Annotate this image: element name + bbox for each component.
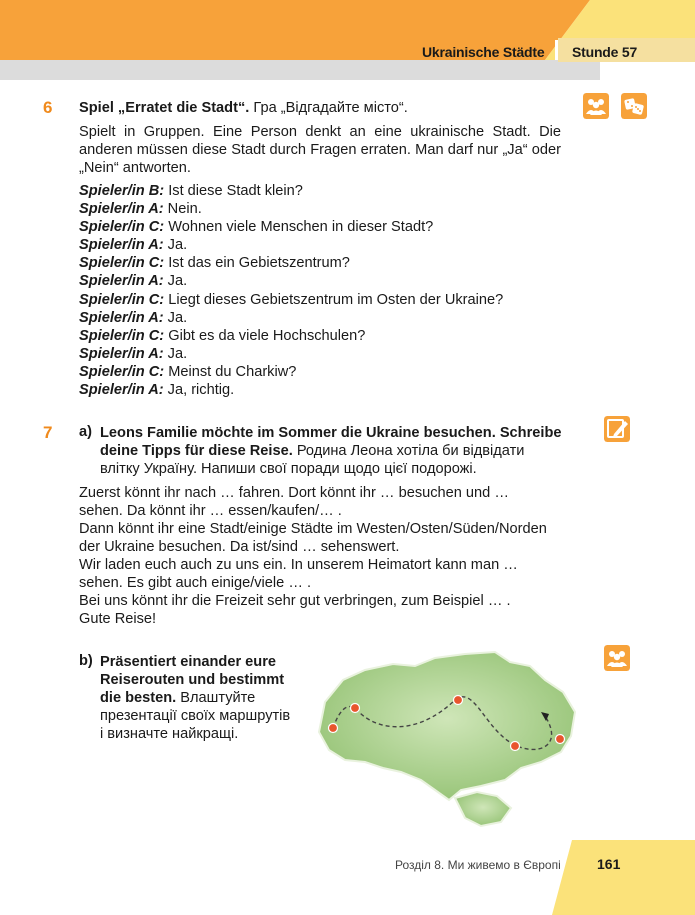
group-icon [604,645,630,671]
dialogue-line: Spieler/in A: Nein. [79,201,202,218]
dialogue-line: Spieler/in B: Ist diese Stadt klein? [79,183,303,199]
task-7b-line: die besten. Влаштуйте [100,690,256,706]
dialogue-line: Spieler/in A: Ja. [79,237,188,254]
lesson-badge [558,38,695,62]
page-number: 161 [597,856,621,872]
task-7a-template [79,484,561,628]
task-6-number: 6 [43,98,53,117]
dialogue-line: Spieler/in C: Wohnen viele Menschen in dieser Stadt? [79,219,434,236]
dialogue-line: Spieler/in A: Ja. [79,345,188,362]
route-stop [556,735,565,744]
template-line: Zuerst könnt ihr nach … fahren. Dort könnt ihr … besuchen und … [79,485,509,501]
route-stop [454,696,463,705]
dialogue-line: Spieler/in A: Ja, richtig. [79,382,235,399]
task-6-instructions: Spielt in Gruppen. Eine Person denkt an eine ukrainische Stadt. Die anderen müssen diese Stadt durch Fragen erraten. Man darf nur „Ja“ oder „Nein“ antworten. [79,124,561,176]
crimea-outline [455,792,511,826]
template-line: Dann könnt ihr eine Stadt/einige Städte im Westen/Osten/Süden/Norden [79,521,547,537]
task-7a-line-2: deine Tipps für diese Reise. Родина Леона хотіла би відвідати [100,443,525,459]
header-divider [555,40,558,60]
template-line: sehen. Es gibt auch einige/viele … . [79,575,312,591]
task-7b-line: Reiserouten und bestimmt [100,672,285,688]
task-7b-line: і визначте найкращі. [100,726,239,742]
dialogue-line: Spieler/in C: Meinst du Charkiw? [79,363,297,380]
dialogue-line: Spieler/in C: Liegt dieses Gebietszentrum im Osten der Ukraine? [79,291,504,308]
section-title: Ukrainische Städte [422,44,545,60]
task-7a-label: a) [79,424,92,440]
route-stop [511,742,520,751]
dialogue-line: Spieler/in C: Ist das ein Gebietszentrum? [79,255,350,272]
dialogue-line: Spieler/in A: Ja. [79,309,188,326]
task-7b-label: b) [79,653,93,669]
template-line: der Ukraine besuchen. Da ist/sind … sehenswert. [79,539,400,555]
group-icon [583,93,609,119]
route-stop [329,724,338,733]
template-line: sehen. Da könnt ihr … essen/kaufen/… . [79,503,342,519]
header-shadow-bar [0,60,600,80]
lesson-label: Stunde 57 [572,44,638,60]
task-6-title-de: Spiel „Erratet die Stadt“. [79,100,250,116]
template-line: Bei uns könnt ihr die Freizeit sehr gut verbringen, zum Beispiel … . [79,593,511,609]
route-stop [351,704,360,713]
task-6-title-ua: Гра „Відгадайте місто“. [249,100,408,116]
task-6-title [79,99,408,117]
task-7a-line-1: Leons Familie möchte im Sommer die Ukraine besuchen. Schreibe [100,425,562,441]
ukraine-route-map [305,640,590,830]
footer-banner [552,840,695,915]
dialogue-line: Spieler/in C: Gibt es da viele Hochschulen? [79,327,366,344]
task-7a-line-3: влітку Україну. Напиши свої поради щодо цієї подорожі. [100,461,477,477]
template-line: Wir laden euch auch zu uns ein. In unserem Heimatort kann man … [79,557,518,573]
task-7b-text [100,653,310,743]
task-7b-line: презентації своїх маршрутів [100,708,291,724]
pencil-icon [604,416,630,442]
task-7-number: 7 [43,423,53,442]
chapter-title: Розділ 8. Ми живемо в Європі [395,858,561,872]
dialogue-line: Spieler/in A: Ja. [79,273,188,290]
ukraine-outline [319,652,575,800]
dice-icon [621,93,647,119]
template-line: Gute Reise! [79,611,157,627]
task-6-dialogue [79,182,503,399]
task-7a-text [100,424,560,478]
task-7b-line: Präsentiert einander eure [100,654,277,670]
